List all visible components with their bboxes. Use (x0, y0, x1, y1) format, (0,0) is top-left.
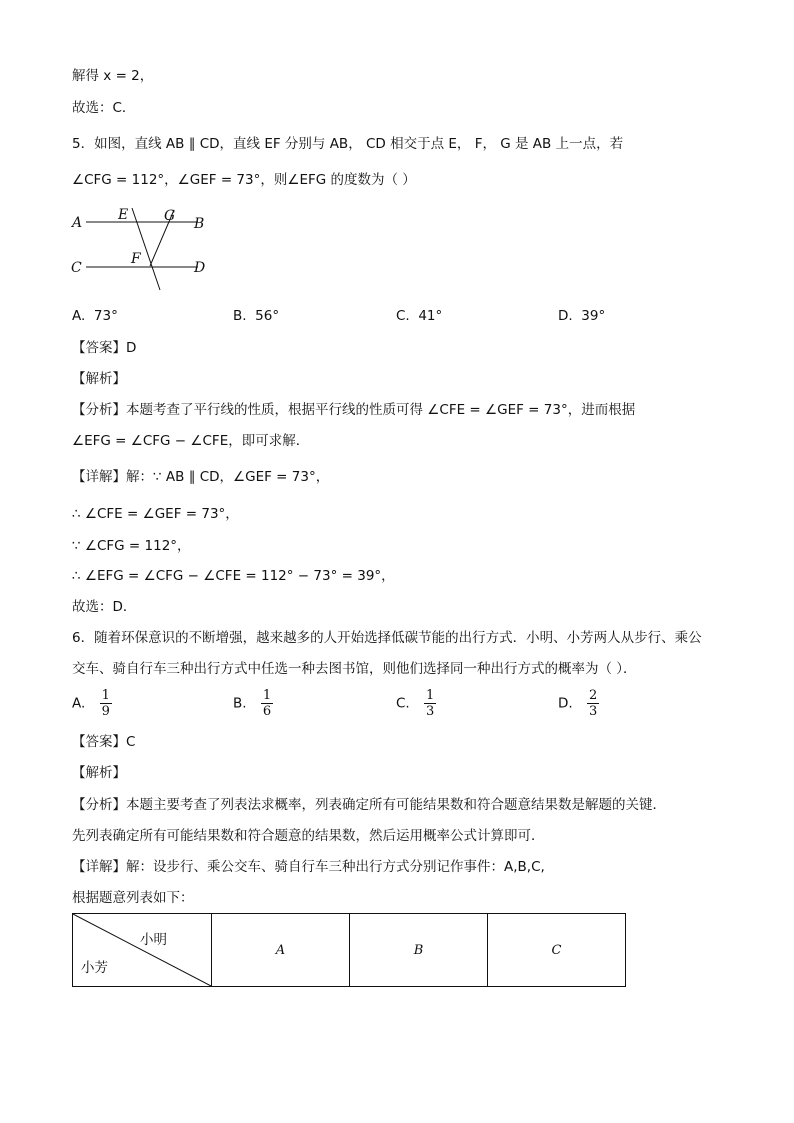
q6-analysis-2: 先列表确定所有可能结果数和符合题意的结果数，然后运用概率公式计算即可． (72, 828, 545, 844)
fraction (261, 688, 273, 719)
table-header-cell: C (488, 914, 626, 987)
q6-option-a (72, 688, 112, 719)
question-6-text: 6．随着环保意识的不断增强，越来越多的人开始选择低碳节能的出行方式．小明、小芳两人从步行、乘公 (72, 630, 702, 646)
label-g: G (164, 208, 176, 224)
option-value: 41° (418, 308, 443, 324)
question-6-text-2: 交车、骑自行车三种出行方式中任选一种去图书馆，则他们选择同一种出行方式的概率为（ ）． (72, 661, 637, 677)
parallel-lines-figure (68, 200, 218, 296)
q6-detail: 【详解】解：设步行、乘公交车、骑自行车三种出行方式分别记作事件：A,B,C, (72, 859, 545, 875)
denominator: 6 (262, 704, 272, 719)
numerator: 1 (426, 688, 435, 703)
label-a: A (72, 215, 83, 231)
option-value: 56° (255, 308, 280, 324)
fraction (424, 688, 436, 719)
q6-analysis: 【分析】本题主要考查了列表法求概率，列表确定所有可能结果数和符合题意结果数是解题的关键． (72, 797, 666, 813)
label-c: C (71, 260, 82, 276)
fraction (587, 688, 599, 719)
q5-step-3: ∴ ∠EFG = ∠CFG − ∠CFE = 112° − 73° = 39°， (72, 568, 395, 584)
table-header-cell: A (212, 914, 350, 987)
option-label: D. (558, 695, 573, 712)
q5-detail: 【详解】解：∵ AB ∥ CD，∠GEF = 73°， (72, 469, 330, 485)
q5-step-1: ∴ ∠CFE = ∠GEF = 73°， (72, 506, 239, 522)
corner-bottom-label: 小芳 (81, 960, 108, 976)
denominator: 9 (101, 704, 110, 719)
q5-analysis: 【分析】本题考查了平行线的性质，根据平行线的性质可得 ∠CFE = ∠GEF = 73°，进而根据 (72, 402, 636, 418)
line-ef (132, 208, 160, 290)
numerator: 1 (262, 688, 272, 703)
option-label: B. (233, 308, 247, 324)
numerator: 2 (588, 688, 598, 703)
q5-choice: 故选：D． (72, 599, 137, 615)
option-value: 73° (93, 308, 118, 324)
q6-option-b (233, 688, 273, 719)
q5-option-d (558, 306, 605, 326)
q5-analysis-2: ∠EFG = ∠CFG − ∠CFE，即可求解． (72, 433, 310, 449)
option-label: A. (72, 695, 86, 712)
q6-answer: 【答案】C (72, 734, 136, 750)
label-f: F (131, 251, 141, 267)
fraction (100, 688, 112, 719)
numerator: 1 (101, 688, 110, 703)
denominator: 3 (588, 704, 598, 719)
table-row (73, 914, 626, 987)
option-label: C. (396, 308, 410, 324)
choice-line: 故选：C． (72, 100, 136, 116)
q5-answer: 【答案】D (72, 340, 137, 356)
q6-table-intro: 根据题意列表如下： (72, 890, 194, 906)
q5-jiexi: 【解析】 (72, 371, 126, 387)
question-5-text: 5．如图，直线 AB ∥ CD，直线 EF 分别与 AB， CD 相交于点 E， F， G 是 AB 上一点，若 (72, 136, 624, 152)
label-e: E (118, 207, 129, 223)
option-label: D. (558, 308, 573, 324)
q6-jiexi: 【解析】 (72, 765, 126, 781)
option-label: A. (72, 308, 86, 324)
option-value: 39° (581, 308, 606, 324)
solution-line: 解得 x = 2， (72, 68, 154, 84)
option-label: B. (233, 695, 247, 712)
question-5-text-2: ∠CFG = 112°，∠GEF = 73°，则∠EFG 的度数为（ ） (72, 172, 416, 188)
q6-option-d (558, 688, 599, 719)
probability-table (72, 913, 626, 987)
q5-option-b (233, 306, 279, 326)
table-header-cell: B (350, 914, 488, 987)
q6-option-c (396, 688, 436, 719)
q5-option-a (72, 306, 118, 326)
q5-step-2: ∵ ∠CFG = 112°， (72, 538, 191, 554)
label-d: D (194, 260, 206, 276)
table-corner-cell (73, 914, 212, 987)
q5-option-c (396, 306, 442, 326)
option-label: C. (396, 695, 410, 712)
denominator: 3 (426, 704, 435, 719)
label-b: B (194, 216, 205, 232)
corner-top-label: 小明 (140, 932, 167, 948)
